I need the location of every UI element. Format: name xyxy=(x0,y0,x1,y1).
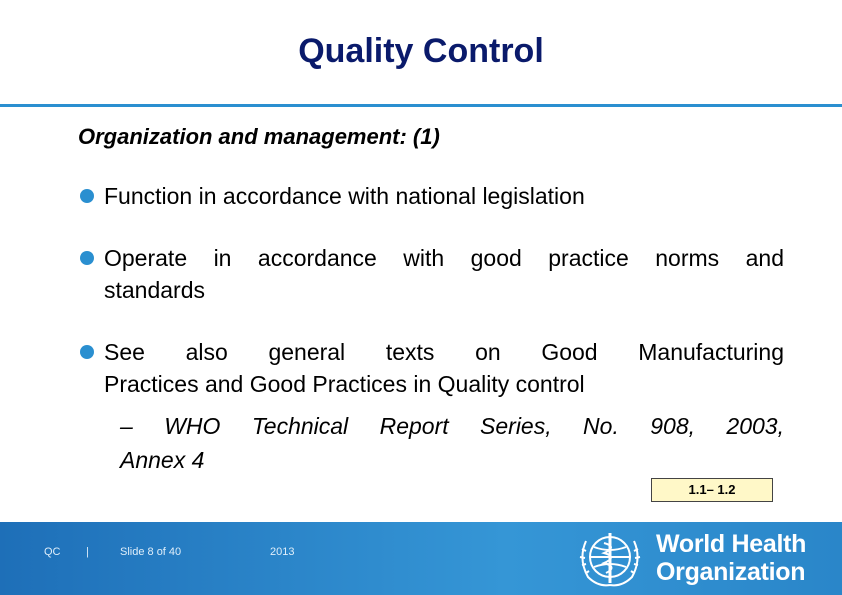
who-name-line-1: World Health xyxy=(656,530,807,558)
title-divider xyxy=(0,104,842,107)
sub-bullet xyxy=(120,409,784,477)
bullet-1 xyxy=(80,180,784,212)
who-name-line-2: Organization xyxy=(656,558,806,586)
reference-box: 1.1– 1.2 xyxy=(651,478,773,502)
bullet-dot xyxy=(80,345,94,359)
who-name xyxy=(656,530,806,586)
bullet-2 xyxy=(80,242,784,306)
slide-title: Quality Control xyxy=(298,32,544,70)
footer-label: QC xyxy=(44,546,61,558)
bullet-3-line-1: See also general texts on Good Manufacturing xyxy=(104,339,784,365)
bullet-3-line-2: Practices and Good Practices in Quality control xyxy=(104,371,585,397)
bullet-2-line-2: standards xyxy=(104,277,206,303)
bullet-3 xyxy=(80,336,784,400)
footer-year: 2013 xyxy=(270,546,295,558)
bullet-1-text: Function in accordance with national legislation xyxy=(104,183,585,209)
footer-slide-info: Slide 8 of 40 xyxy=(120,546,182,558)
who-emblem-icon xyxy=(574,527,646,591)
bullet-dot xyxy=(80,189,94,203)
sub-bullet-line-2: Annex 4 xyxy=(120,447,205,473)
sub-bullet-line-1: – WHO Technical Report Series, No. 908, 2003, xyxy=(120,413,784,439)
bullet-dot xyxy=(80,251,94,265)
bullet-2-line-1: Operate in accordance with good practice norms and xyxy=(104,245,784,271)
footer-separator: | xyxy=(86,546,89,558)
slide-subtitle: Organization and management: (1) xyxy=(78,124,440,149)
footer-bar xyxy=(0,522,842,595)
